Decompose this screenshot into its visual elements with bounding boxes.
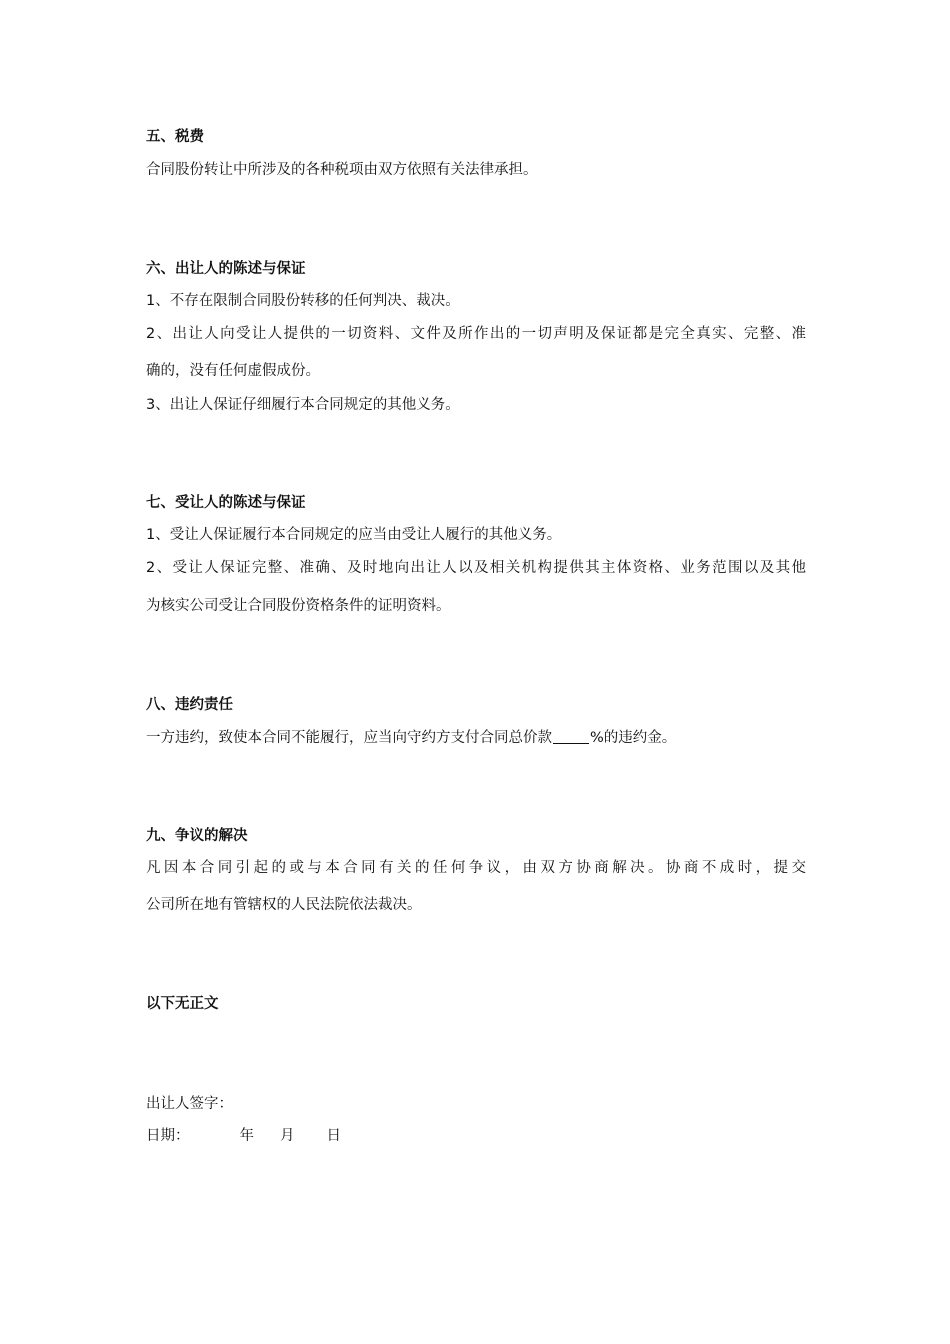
section-7-item-2-line-1: 2、受让人保证完整、准确、及时地向出让人以及相关机构提供其主体资格、业务范围以及其他 [146,560,806,576]
section-9-line-2: 公司所在地有管辖权的人民法院依法裁决。 [146,897,422,913]
section-6-item-3: 3、出让人保证仔细履行本合同规定的其他义务。 [146,397,460,413]
section-6-item-1: 1、不存在限制合同股份转移的任何判决、裁决。 [146,293,460,309]
date-line [146,1126,341,1146]
section-8-text-before: 一方违约，致使本合同不能履行，应当向守约方支付合同总价款 [146,730,552,746]
date-month: 月 [280,1128,295,1144]
date-day: 日 [326,1128,341,1144]
section-9-line-1: 凡因本合同引起的或与本合同有关的任何争议，由双方协商解决。协商不成时，提交 [146,860,806,876]
section-8-text-after: %的违约金。 [590,730,677,746]
section-6-item-2-line-2: 确的，没有任何虚假成份。 [146,363,320,379]
section-7-item-2-line-2: 为核实公司受让合同股份资格条件的证明资料。 [146,598,451,614]
date-label: 日期： [146,1128,190,1144]
section-5-paragraph: 合同股份转让中所涉及的各种税项由双方依照有关法律承担。 [146,162,538,178]
section-6-item-2-line-1: 2、出让人向受让人提供的一切资料、文件及所作出的一切声明及保证都是完全真实、完整、准 [146,326,806,342]
section-7-item-1: 1、受让人保证履行本合同规定的应当由受让人履行的其他义务。 [146,527,562,543]
section-8-paragraph [146,728,676,748]
section-6-title: 六、出让人的陈述与保证 [146,261,306,277]
end-note: 以下无正文 [146,996,219,1012]
section-9-title: 九、争议的解决 [146,828,248,844]
date-year: 年 [239,1128,254,1144]
section-7-title: 七、受让人的陈述与保证 [146,495,306,511]
signature-label: 出让人签字： [146,1096,233,1112]
section-8-title: 八、违约责任 [146,697,233,713]
section-5-title: 五、税费 [146,129,204,145]
penalty-percent-blank [553,729,589,744]
